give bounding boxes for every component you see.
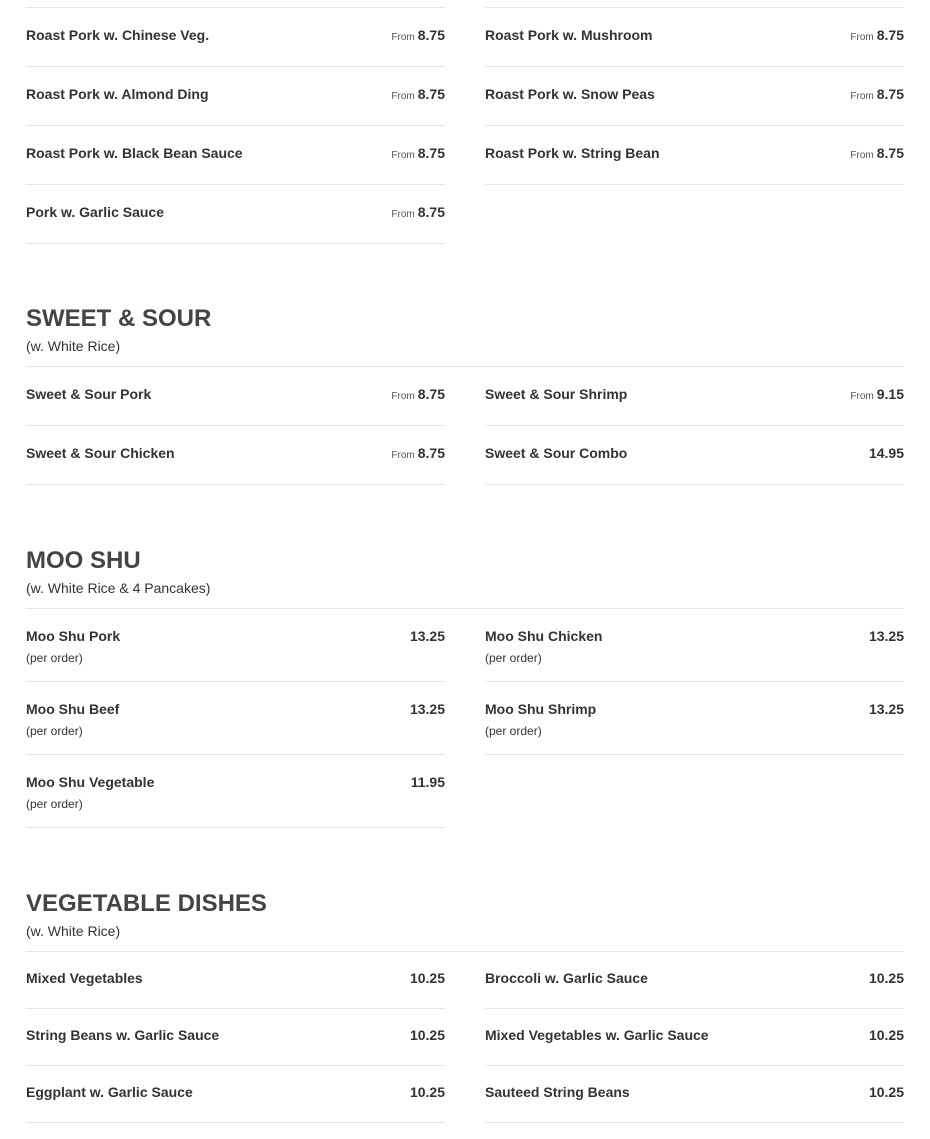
item-price: 11.95	[410, 774, 445, 790]
item-price	[391, 145, 445, 161]
price-value: 8.75	[417, 145, 445, 161]
item-name: Mixed Vegetables w. Garlic Sauce	[485, 1027, 709, 1043]
item-name: Moo Shu Shrimp	[485, 701, 597, 717]
menu-item[interactable]	[485, 1009, 904, 1066]
item-name: String Beans w. Garlic Sauce	[26, 1027, 220, 1043]
menu-item[interactable]	[26, 426, 445, 485]
price-from-label: From	[391, 450, 415, 461]
section-subtitle: (w. White Rice)	[26, 923, 121, 939]
menu-item[interactable]	[26, 952, 445, 1009]
item-price: 10.25	[409, 1027, 445, 1043]
item-price: 10.25	[409, 1084, 445, 1100]
item-price	[391, 204, 445, 220]
menu-item[interactable]	[485, 609, 904, 682]
menu-item[interactable]	[26, 185, 445, 244]
item-name: Sweet & Sour Pork	[26, 386, 152, 402]
item-name: Moo Shu Vegetable	[26, 774, 155, 790]
item-price	[850, 27, 904, 43]
item-price: 13.25	[868, 701, 904, 717]
menu-item[interactable]	[485, 67, 904, 126]
item-name: Broccoli w. Garlic Sauce	[485, 970, 648, 986]
item-name: Sweet & Sour Chicken	[26, 445, 175, 461]
item-price: 10.25	[409, 970, 445, 986]
section-subtitle: (w. White Rice & 4 Pancakes)	[26, 580, 211, 596]
price-value: 8.75	[876, 27, 904, 43]
price-from-label: From	[850, 150, 874, 161]
item-price	[391, 386, 445, 402]
item-price	[391, 445, 445, 461]
price-value: 8.75	[417, 445, 445, 461]
item-name: Sweet & Sour Combo	[485, 445, 628, 461]
price-value: 8.75	[417, 86, 445, 102]
item-description: (per order)	[26, 724, 83, 738]
item-price: 13.25	[409, 628, 445, 644]
section-title-sweet-sour: SWEET & SOUR	[26, 305, 212, 332]
item-price: 10.25	[868, 1084, 904, 1100]
menu-item[interactable]	[26, 8, 445, 67]
item-description: (per order)	[26, 797, 83, 811]
item-name: Moo Shu Chicken	[485, 628, 603, 644]
menu-item[interactable]	[26, 126, 445, 185]
price-value: 8.75	[876, 86, 904, 102]
price-from-label: From	[850, 32, 874, 43]
item-name: Mixed Vegetables	[26, 970, 143, 986]
item-price	[850, 386, 904, 402]
menu-item[interactable]	[26, 67, 445, 126]
price-value: 8.75	[417, 386, 445, 402]
menu-item[interactable]	[26, 1066, 445, 1123]
item-price: 13.25	[868, 628, 904, 644]
menu-item[interactable]	[485, 8, 904, 67]
price-from-label: From	[391, 150, 415, 161]
price-from-label: From	[391, 209, 415, 220]
menu-item[interactable]	[26, 609, 445, 682]
menu-item[interactable]	[26, 367, 445, 426]
item-price: 13.25	[409, 701, 445, 717]
item-name: Roast Pork w. String Bean	[485, 145, 660, 161]
item-name: Sweet & Sour Shrimp	[485, 386, 628, 402]
menu-item[interactable]	[485, 126, 904, 185]
item-name: Roast Pork w. Chinese Veg.	[26, 27, 210, 43]
price-from-label: From	[850, 391, 874, 402]
item-name: Roast Pork w. Mushroom	[485, 27, 653, 43]
price-from-label: From	[850, 91, 874, 102]
menu-item[interactable]	[485, 682, 904, 755]
menu-item[interactable]	[485, 952, 904, 1009]
price-value: 9.15	[876, 386, 904, 402]
item-name: Moo Shu Pork	[26, 628, 121, 644]
item-description: (per order)	[26, 651, 83, 665]
item-name: Sauteed String Beans	[485, 1084, 630, 1100]
menu-item[interactable]	[485, 426, 904, 485]
item-name: Roast Pork w. Almond Ding	[26, 86, 209, 102]
item-price	[391, 86, 445, 102]
menu-item[interactable]	[26, 755, 445, 828]
price-value: 8.75	[876, 145, 904, 161]
section-subtitle: (w. White Rice)	[26, 338, 121, 354]
menu-item[interactable]	[485, 367, 904, 426]
menu-item[interactable]	[485, 1066, 904, 1123]
item-description: (per order)	[485, 724, 542, 738]
item-name: Moo Shu Beef	[26, 701, 120, 717]
item-price	[850, 145, 904, 161]
item-price: 10.25	[868, 970, 904, 986]
item-price	[391, 27, 445, 43]
price-from-label: From	[391, 391, 415, 402]
section-title-moo-shu: MOO SHU	[26, 547, 141, 574]
item-price	[850, 86, 904, 102]
item-description: (per order)	[485, 651, 542, 665]
price-from-label: From	[391, 91, 415, 102]
price-from-label: From	[391, 32, 415, 43]
item-price: 14.95	[868, 445, 904, 461]
item-name: Pork w. Garlic Sauce	[26, 204, 164, 220]
item-name: Eggplant w. Garlic Sauce	[26, 1084, 193, 1100]
price-value: 8.75	[417, 204, 445, 220]
item-price: 10.25	[868, 1027, 904, 1043]
menu-item[interactable]	[26, 1009, 445, 1066]
price-value: 8.75	[417, 27, 445, 43]
section-title-vegetable-dishes: VEGETABLE DISHES	[26, 890, 267, 917]
item-name: Roast Pork w. Snow Peas	[485, 86, 655, 102]
menu-item[interactable]	[26, 682, 445, 755]
item-name: Roast Pork w. Black Bean Sauce	[26, 145, 243, 161]
